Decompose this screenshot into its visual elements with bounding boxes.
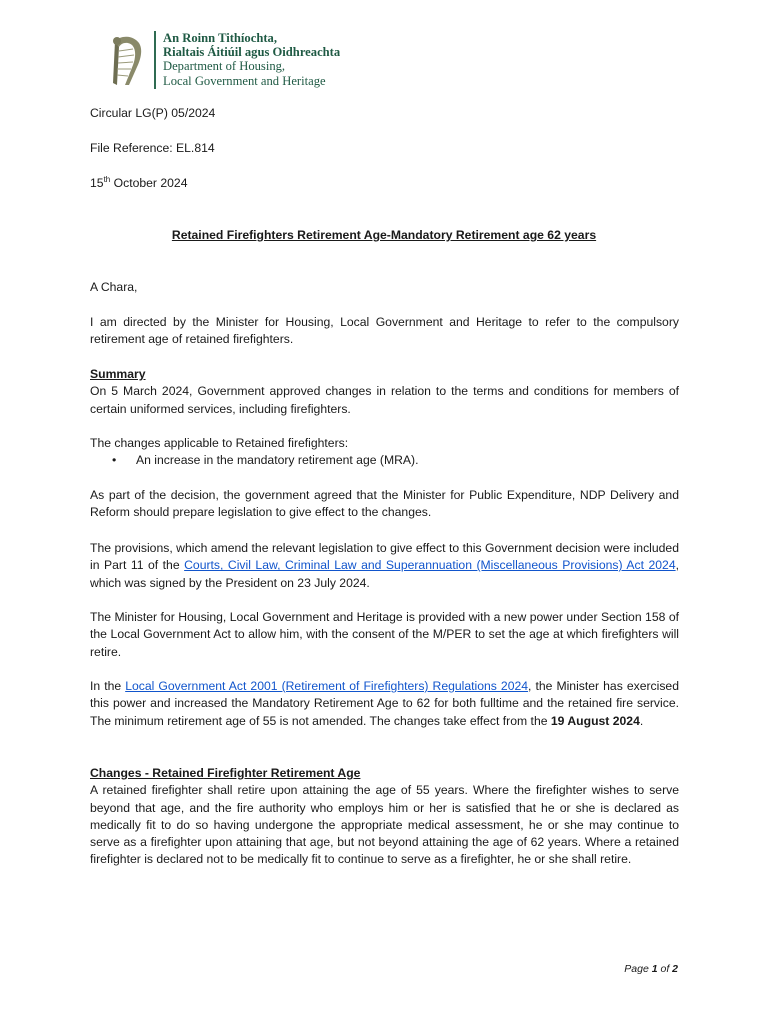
- date-day: 15: [90, 176, 104, 190]
- regulations-text-middle: , the Minister has exercised this power and increased the Mandatory Retirement Age to 62 for both fulltime and the retained fire service. The minimum retirement age of 55 is not amended. The changes take effect from the: [90, 679, 679, 728]
- decision-paragraph: As part of the decision, the government agreed that the Minister for Public Expenditure, NDP Delivery and Reform should prepare legislation to give effect to the changes.: [90, 488, 679, 520]
- provisions-text-end: , which was signed by the President on 23 July 2024.: [90, 558, 679, 590]
- dept-irish-line2: Rialtais Áitiúil agus Oidhreachta: [163, 45, 341, 60]
- list-item: An increase in the mandatory retirement age (MRA).: [136, 453, 419, 467]
- page-number: [624, 963, 678, 975]
- logo-divider: [154, 31, 156, 89]
- bullet-dot-icon: •: [112, 453, 117, 467]
- dept-english-line2: Local Government and Heritage: [163, 73, 326, 88]
- summary-section: [90, 366, 679, 418]
- harp-icon: [107, 33, 147, 89]
- summary-heading: Summary: [90, 367, 146, 381]
- changes-heading: Changes - Retained Firefighter Retirement Age: [90, 766, 361, 780]
- changes-intro: The changes applicable to Retained firefighters:: [90, 436, 349, 450]
- of-word: of: [657, 963, 673, 975]
- regulations-2024-link[interactable]: Local Government Act 2001 (Retirement of Firefighters) Regulations 2024: [125, 679, 529, 693]
- date-rest: October 2024: [110, 176, 188, 190]
- regulations-text: In the: [90, 679, 126, 693]
- regulations-paragraph: [90, 678, 679, 730]
- changes-text: A retained firefighter shall retire upon attaining the age of 55 years. Where the firefighter wishes to serve beyond that age, and the fire authority who employs him or her is satisfied that he or she is declared as medically fit to do so having undergone the appropriate medical assessment, he or she may continue to serve as a firefighter upon attaining that age, but not beyond attaining the age of 62 years. Where a retained firefighter is declared not to be medically fit to continue to serve as a firefighter, he or she shall retire.: [90, 783, 679, 867]
- letter-date: [90, 175, 187, 191]
- changes-section: [90, 765, 679, 869]
- dept-irish-line1: An Roinn Tithíochta,: [163, 31, 277, 45]
- department-name: [163, 31, 340, 88]
- file-reference: File Reference: EL.814: [90, 141, 215, 155]
- letter-title: Retained Firefighters Retirement Age-Mandatory Retirement age 62 years: [171, 228, 597, 242]
- circular-number: Circular LG(P) 05/2024: [90, 106, 216, 120]
- provisions-paragraph: [90, 540, 679, 592]
- bullet-list: [112, 452, 418, 469]
- department-logo: [107, 31, 347, 91]
- intro-paragraph: I am directed by the Minister for Housing, Local Government and Heritage to refer to the compulsory retirement age of retained firefighters.: [90, 315, 679, 347]
- greeting: A Chara,: [90, 280, 138, 294]
- summary-text: On 5 March 2024, Government approved changes in relation to the terms and conditions for members of certain uniformed services, including firefighters.: [90, 384, 679, 416]
- page-total: 2: [672, 963, 678, 975]
- effective-date: 19 August 2024: [550, 713, 640, 728]
- dept-english-line1: Department of Housing,: [163, 59, 286, 74]
- act-2024-link[interactable]: Courts, Civil Law, Criminal Law and Superannuation (Miscellaneous Provisions) Act 2024: [184, 558, 676, 573]
- page-word: Page: [624, 963, 652, 975]
- provisions-text: The provisions, which amend the relevant legislation to give effect to this Government decision were included in Part 11 of the: [90, 541, 679, 573]
- regulations-text-end: .: [639, 713, 644, 728]
- page-current: 1: [651, 963, 658, 975]
- date-suffix: th: [103, 174, 111, 184]
- power-paragraph: The Minister for Housing, Local Government and Heritage is provided with a new power under Section 158 of the Local Government Act to allow him, with the consent of the M/PER to set the age at which firefighters will retire.: [90, 610, 679, 659]
